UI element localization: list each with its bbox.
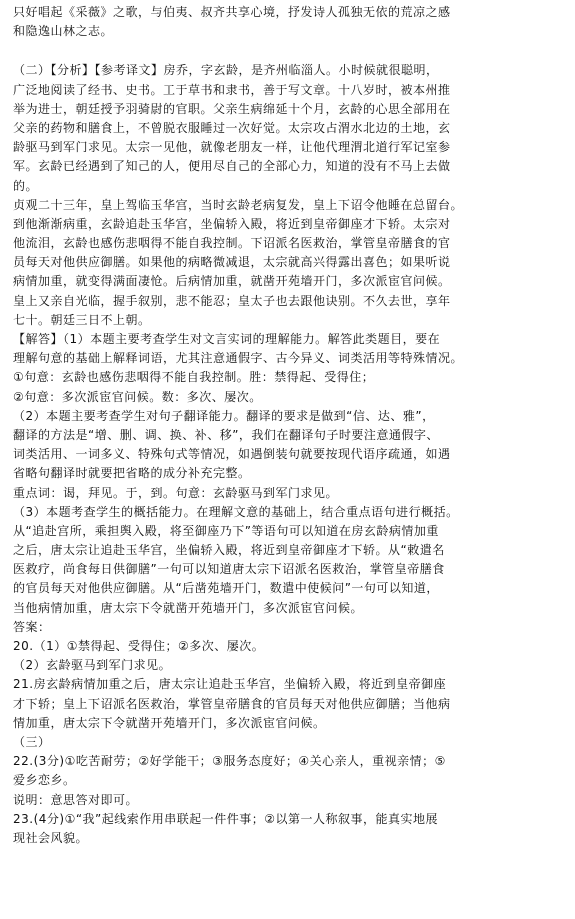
text-line: 现社会风貌。 bbox=[13, 830, 89, 845]
text-line: 只好唱起《采薇》之歌，与伯夷、叔齐共享心境，抒发诗人孤独无依的荒凉之感 bbox=[13, 5, 451, 19]
text-line: 和隐逸山林之志。 bbox=[13, 24, 114, 39]
text-line: 当他病情加重，唐太宗下令就凿开苑墙开门，多次派宦官问候。 bbox=[13, 600, 364, 615]
text-line: 词类活用、一词多义、特殊句式等情况，如遇倒装句就要按现代语序疏通，如遇 bbox=[13, 447, 451, 462]
text-line: （2）玄龄驱马到军门求见。 bbox=[13, 658, 172, 673]
text-line: 军。玄龄已经遇到了知己的人，便用尽自己的全部心力，知道的没有不马上去做 bbox=[13, 159, 451, 174]
text-line: 从“追赴宫所，乘担舆入殿，将至御座乃下”等语句可以知道在房玄龄病情加重 bbox=[13, 523, 439, 538]
text-line: 23.(4分)①“我”起线索作用串联起一件件事；②以第一人称叙事，能真实地展 bbox=[13, 811, 439, 826]
text-line: 贞观二十三年，皇上驾临玉华宫，当时玄龄老病复发，皇上下诏令他睡在总留台。 bbox=[13, 197, 464, 212]
text-line: 的。 bbox=[13, 178, 39, 193]
text-line: 医救疗，尚食每日供御膳”一句可以知道唐太宗下诏派名医救治，掌管皇帝膳食 bbox=[13, 562, 445, 577]
text-line: 父亲的药物和膳食上，不曾脱衣服睡过一次好觉。太宗攻占渭水北边的土地，玄 bbox=[13, 120, 451, 135]
text-line: 七十。朝廷三日不上朝。 bbox=[13, 312, 151, 327]
text-line: 21.房玄龄病情加重之后，唐太宗让追赴玉华宫，坐偏轿入殿，将近到皇帝御座 bbox=[13, 677, 447, 692]
text-line: 才下轿；皇上下诏派名医救治，掌管皇帝膳食的官员每天对他供应御膳；当他病 bbox=[13, 696, 451, 711]
text-line: 说明：意思答对即可。 bbox=[13, 792, 139, 807]
text-line: 重点词：谒，拜见。于，到。句意：玄龄驱马到军门求见。 bbox=[13, 485, 339, 500]
text-line: 到他渐渐病重，玄龄追赴玉华宫，坐偏轿入殿，将近到皇帝御座才下轿。太宗对 bbox=[13, 216, 451, 231]
text-line: 员每天对他供应御膳。如果他的病略微减退，太宗就高兴得露出喜色；如果听说 bbox=[13, 255, 451, 270]
text-line: 答案： bbox=[13, 619, 51, 634]
text-line: 广泛地阅读了经书、史书。工于草书和隶书，善于写文章。十八岁时，被本州推 bbox=[13, 82, 451, 97]
text-line: 爱乡恋乡。 bbox=[13, 773, 76, 788]
text-line: 情加重，唐太宗下令就凿开苑墙开门，多次派宦官问候。 bbox=[13, 715, 326, 730]
text-line: 举为进士，朝廷授予羽骑尉的官职。父亲生病绵延十个月，玄龄的心思全部用在 bbox=[13, 101, 451, 116]
text-line: 20.（1）①禁得起、受得住；②多次、屡次。 bbox=[13, 639, 265, 653]
text-line: 翻译的方法是“增、删、调、换、补、移”，我们在翻译句子时要注意通假字、 bbox=[13, 427, 439, 442]
text-line: （2）本题主要考查学生对句子翻译能力。翻译的要求是做到“信、达、雅”， bbox=[13, 408, 435, 423]
text-line: 22.(3分)①吃苦耐劳；②好学能干；③服务态度好；④关心亲人，重视亲情；⑤ bbox=[13, 754, 446, 769]
text-line: （3）本题考查学生的概括能力。在理解文意的基础上，结合重点语句进行概括。 bbox=[13, 504, 459, 519]
text-line: ①句意：玄龄也感伤悲咽得不能自我控制。胜：禁得起、受得住； bbox=[13, 370, 375, 385]
text-line: 之后，唐太宗让追赴玉华宫，坐偏轿入殿，将近到皇帝御座才下轿。从“敕遣名 bbox=[13, 543, 445, 558]
text-line: （三） bbox=[13, 734, 51, 749]
text-line: 他流泪，玄龄也感伤悲咽得不能自我控制。下诏派名医救治，掌管皇帝膳食的官 bbox=[13, 236, 451, 251]
text-line: 病情加重，就变得满面凄怆。后病情加重，就凿开苑墙开门，多次派宦官问候。 bbox=[13, 274, 451, 289]
text-line: ②句意：多次派宦官问候。数：多次、屡次。 bbox=[13, 389, 262, 404]
paragraph-gap bbox=[13, 41, 567, 61]
text-line: 龄驱马到军门求见。太宗一见他，就像老朋友一样，让他代理渭北道行军记室参 bbox=[13, 140, 451, 155]
text-line: 省略句翻译时就要把省略的成分补充完整。 bbox=[13, 466, 251, 481]
text-line: 【解答】（1）本题主要考查学生对文言实词的理解能力。解答此类题目，要在 bbox=[13, 332, 441, 346]
text-line: 皇上又亲自光临，握手叙别，悲不能忍；皇太子也去跟他诀别。不久去世，享年 bbox=[13, 293, 451, 308]
text-line: （二）【分析】【参考译文】房乔，字玄龄，是齐州临淄人。小时候就很聪明， bbox=[13, 63, 439, 78]
text-line: 理解句意的基础上解释词语，尤其注意通假字、古今异义、词类活用等特殊情况。 bbox=[13, 351, 464, 366]
text-line: 的官员每天对他供应御膳。从“后凿苑墙开门，数遣中使候问”一句可以知道， bbox=[13, 581, 439, 596]
